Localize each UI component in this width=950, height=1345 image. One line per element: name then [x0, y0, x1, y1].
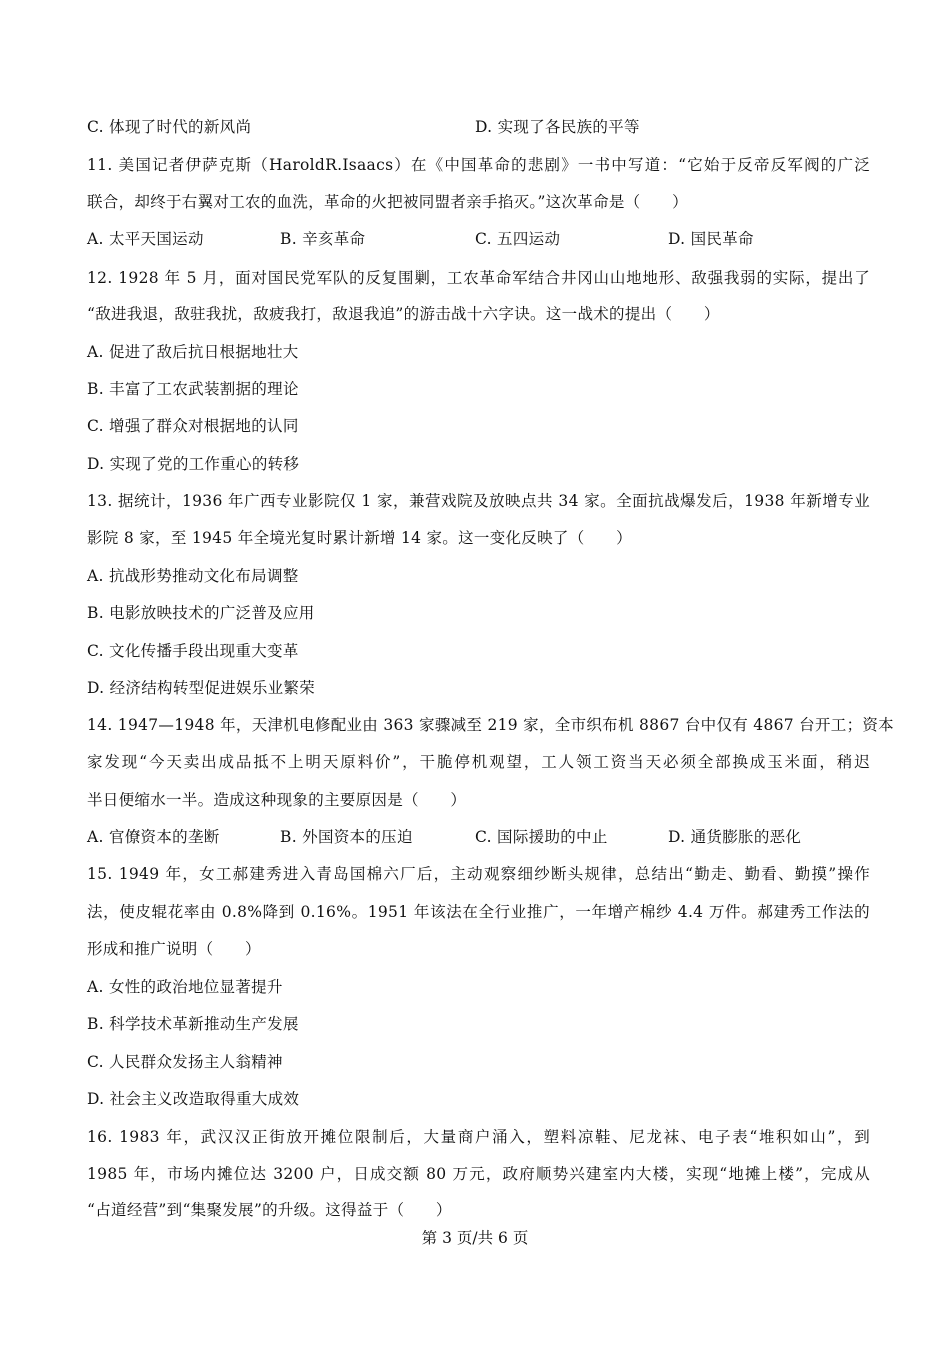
q11-option-b: B. 辛亥革命: [280, 230, 366, 248]
q14-stem-line-2: 家发现“今天卖出成品抵不上明天原料价”，干脆停机观望，工人领工资当天必须全部换成玉米面，稍迟: [87, 753, 870, 771]
q13-option-a: A. 抗战形势推动文化布局调整: [87, 567, 299, 585]
q13-option-d: D. 经济结构转型促进娱乐业繁荣: [87, 679, 316, 697]
q14-option-c: C. 国际援助的中止: [475, 828, 608, 846]
q13-stem-line-1: 13. 据统计，1936 年广西专业影院仅 1 家，兼营戏院及放映点共 34 家。全面抗战爆发后，1938 年新增专业: [87, 492, 870, 510]
q15-stem-line-3: 形成和推广说明（ ）: [87, 940, 261, 958]
q11-stem-line-2: 联合，却终于右翼对工农的血洗，革命的火把被同盟者亲手掐灭。”这次革命是（ ）: [87, 193, 688, 211]
q12-option-d: D. 实现了党的工作重心的转移: [87, 455, 300, 473]
q16-stem-line-1: 16. 1983 年，武汉汉正街放开摊位限制后，大量商户涌入，塑料凉鞋、尼龙袜、电子表“堆积如山”，到: [87, 1128, 870, 1146]
q13-stem-line-2: 影院 8 家，至 1945 年全境光复时累计新增 14 家。这一变化反映了（ ）: [87, 529, 632, 547]
q11-option-a: A. 太平天国运动: [87, 230, 204, 248]
q15-stem-line-2: 法，使皮辊花率由 0.8%降到 0.16%。1951 年该法在全行业推广，一年增产棉纱 4.4 万件。郝建秀工作法的: [87, 903, 870, 921]
q11-option-d: D. 国民革命: [668, 230, 754, 248]
q11-option-c: C. 五四运动: [475, 230, 561, 248]
page-number: 第 3 页/共 6 页: [421, 1229, 529, 1247]
q13-option-b: B. 电影放映技术的广泛普及应用: [87, 604, 315, 622]
q16-stem-line-2: 1985 年，市场内摊位达 3200 户，日成交额 80 万元，政府顺势兴建室内大楼，实现“地摊上楼”，完成从: [87, 1165, 870, 1183]
q12-option-b: B. 丰富了工农武装割据的理论: [87, 380, 299, 398]
q14-option-b: B. 外国资本的压迫: [280, 828, 413, 846]
q10-option-d: D. 实现了各民族的平等: [475, 118, 640, 136]
q15-option-c: C. 人民群众发扬主人翁精神: [87, 1053, 283, 1071]
q15-option-d: D. 社会主义改造取得重大成效: [87, 1090, 300, 1108]
q14-option-d: D. 通货膨胀的恶化: [668, 828, 802, 846]
q12-option-a: A. 促进了敌后抗日根据地壮大: [87, 343, 299, 361]
q14-stem-line-3: 半日便缩水一半。造成这种现象的主要原因是（ ）: [87, 791, 467, 809]
q12-stem-line-1: 12. 1928 年 5 月，面对国民党军队的反复围剿，工农革命军结合井冈山山地地形、敌强我弱的实际，提出了: [87, 269, 870, 287]
q15-option-b: B. 科学技术革新推动生产发展: [87, 1015, 299, 1033]
q14-stem-line-1: 14. 1947—1948 年，天津机电修配业由 363 家骤减至 219 家，全市织布机 8867 台中仅有 4867 台开工；资本: [87, 716, 894, 734]
q15-option-a: A. 女性的政治地位显著提升: [87, 978, 283, 996]
q10-option-c: C. 体现了时代的新风尚: [87, 118, 252, 136]
q15-stem-line-1: 15. 1949 年，女工郝建秀进入青岛国棉六厂后，主动观察细纱断头规律，总结出“勤走、勤看、勤摸”操作: [87, 865, 870, 883]
q16-stem-line-3: “占道经营”到“集聚发展”的升级。这得益于（ ）: [87, 1201, 452, 1219]
q12-option-c: C. 增强了群众对根据地的认同: [87, 417, 299, 435]
q12-stem-line-2: “敌进我退，敌驻我扰，敌疲我打，敌退我追”的游击战十六字诀。这一战术的提出（ ）: [87, 305, 720, 323]
q14-option-a: A. 官僚资本的垄断: [87, 828, 220, 846]
q11-stem-line-1: 11. 美国记者伊萨克斯（HaroldR.Isaacs）在《中国革命的悲剧》一书中写道：“它始于反帝反军阀的广泛: [87, 156, 870, 174]
q13-option-c: C. 文化传播手段出现重大变革: [87, 642, 299, 660]
